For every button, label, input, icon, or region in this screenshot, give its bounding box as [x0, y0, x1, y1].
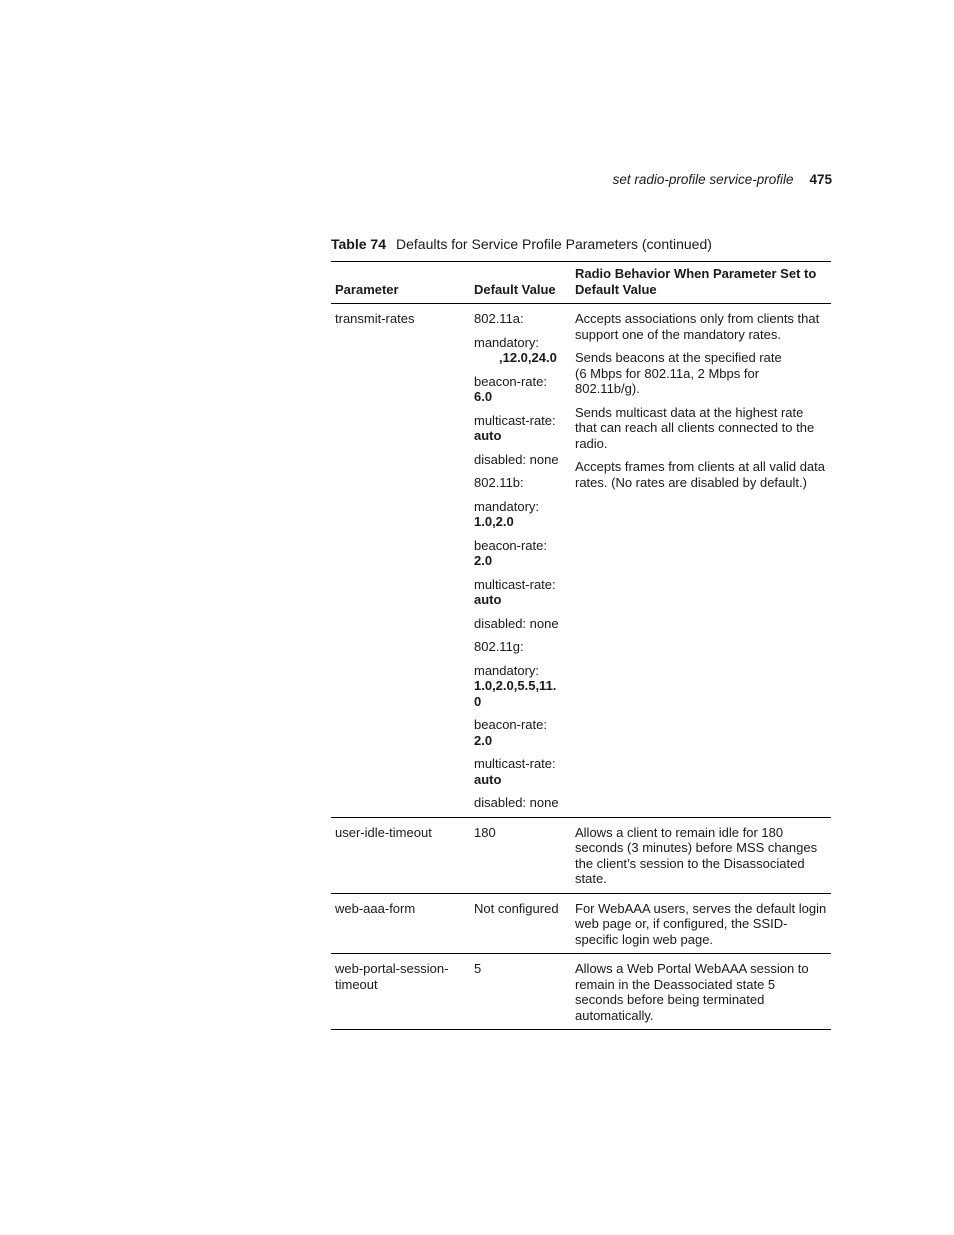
table-caption-label: Table 74: [331, 236, 386, 252]
column-header-default-value: Default Value: [470, 262, 571, 304]
parameter-cell: transmit-rates: [331, 304, 470, 818]
default-label: multicast-rate:: [474, 756, 556, 771]
table-header-row: [331, 262, 831, 304]
default-entry: [474, 795, 567, 811]
default-label: beacon-rate:: [474, 537, 547, 553]
table-row: [331, 304, 831, 818]
behavior-cell: Allows a client to remain idle for 180 seconds (3 minutes) before MSS changes the client’s session to the Disassociated state.: [571, 817, 831, 893]
defaults-table: [331, 261, 831, 1030]
default-value: 6.0: [474, 389, 493, 404]
page-header: [560, 171, 832, 189]
default-entry: [474, 538, 567, 569]
default-value: 2.0: [474, 553, 493, 568]
default-label: disabled: none: [474, 451, 559, 467]
default-entry: [474, 639, 567, 655]
default-value: 1.0,2.0,5.5,11. 0: [474, 678, 557, 709]
behavior-cell: Allows a Web Portal WebAAA session to remain in the Deassociated state 5 seconds before being terminated automatically.: [571, 954, 831, 1030]
default-label: disabled: none: [474, 795, 559, 810]
default-value-cell: 5: [470, 954, 571, 1030]
column-header-parameter: Parameter: [331, 262, 470, 304]
default-label: beacon-rate:: [474, 717, 547, 732]
default-label: mandatory:: [474, 334, 540, 350]
default-value-cell: Not configured: [470, 893, 571, 954]
behavior-paragraph: Sends beacons at the specified rate (6 Mbps for 802.11a, 2 Mbps for 802.11b/g).: [575, 350, 782, 396]
default-label: mandatory:: [474, 498, 540, 514]
running-title: set radio-profile service-profile: [612, 172, 794, 187]
table-row: [331, 893, 831, 954]
default-value: auto: [474, 771, 502, 787]
page-number: 475: [809, 172, 832, 187]
default-value-cell: [470, 304, 571, 818]
default-entry: [474, 452, 567, 468]
table-caption: [331, 235, 831, 253]
behavior-paragraph: Accepts frames from clients at all valid data rates. (No rates are disabled by default.): [575, 459, 825, 490]
behavior-paragraph: Sends multicast data at the highest rate that can reach all clients connected to the radio.: [575, 404, 815, 451]
table-caption-text: Defaults for Service Profile Parameters (continued): [396, 236, 712, 252]
default-label: beacon-rate:: [474, 373, 547, 389]
parameter-cell: web-portal-session- timeout: [331, 954, 470, 1030]
default-value: 2.0: [474, 732, 493, 748]
default-entry: [474, 577, 567, 608]
parameter-cell: user-idle-timeout: [331, 817, 470, 893]
default-entry: [474, 413, 567, 444]
default-value: ,12.0,24.0: [499, 350, 557, 365]
behavior-cell: For WebAAA users, serves the default login web page or, if configured, the SSID-specific login web page.: [571, 893, 831, 954]
parameter-cell: web-aaa-form: [331, 893, 470, 954]
column-header-radio-behavior: Radio Behavior When Parameter Set to Default Value: [571, 262, 831, 304]
default-value: auto: [474, 428, 502, 443]
default-value-cell: 180: [470, 817, 571, 893]
default-entry: [474, 499, 567, 530]
default-label: 802.11a:: [474, 311, 524, 326]
default-entry: [474, 335, 567, 366]
table-row: [331, 954, 831, 1030]
default-label: multicast-rate:: [474, 576, 556, 592]
default-value: 1.0,2.0: [474, 514, 514, 529]
default-entry: [474, 616, 567, 632]
default-entry: [474, 756, 567, 787]
default-value: auto: [474, 592, 502, 607]
behavior-cell: [571, 304, 831, 818]
default-label: mandatory:: [474, 662, 540, 678]
default-label: 802.11b:: [474, 475, 524, 490]
default-entry: [474, 311, 567, 327]
default-entry: [474, 663, 567, 710]
default-label: multicast-rate:: [474, 412, 556, 428]
default-label: 802.11g:: [474, 639, 524, 654]
default-entry: [474, 475, 567, 491]
default-entry: [474, 717, 567, 748]
behavior-paragraph: Accepts associations only from clients that support one of the mandatory rates.: [575, 311, 820, 342]
default-label: disabled: none: [474, 615, 559, 631]
table-row: [331, 817, 831, 893]
default-entry: [474, 374, 567, 405]
